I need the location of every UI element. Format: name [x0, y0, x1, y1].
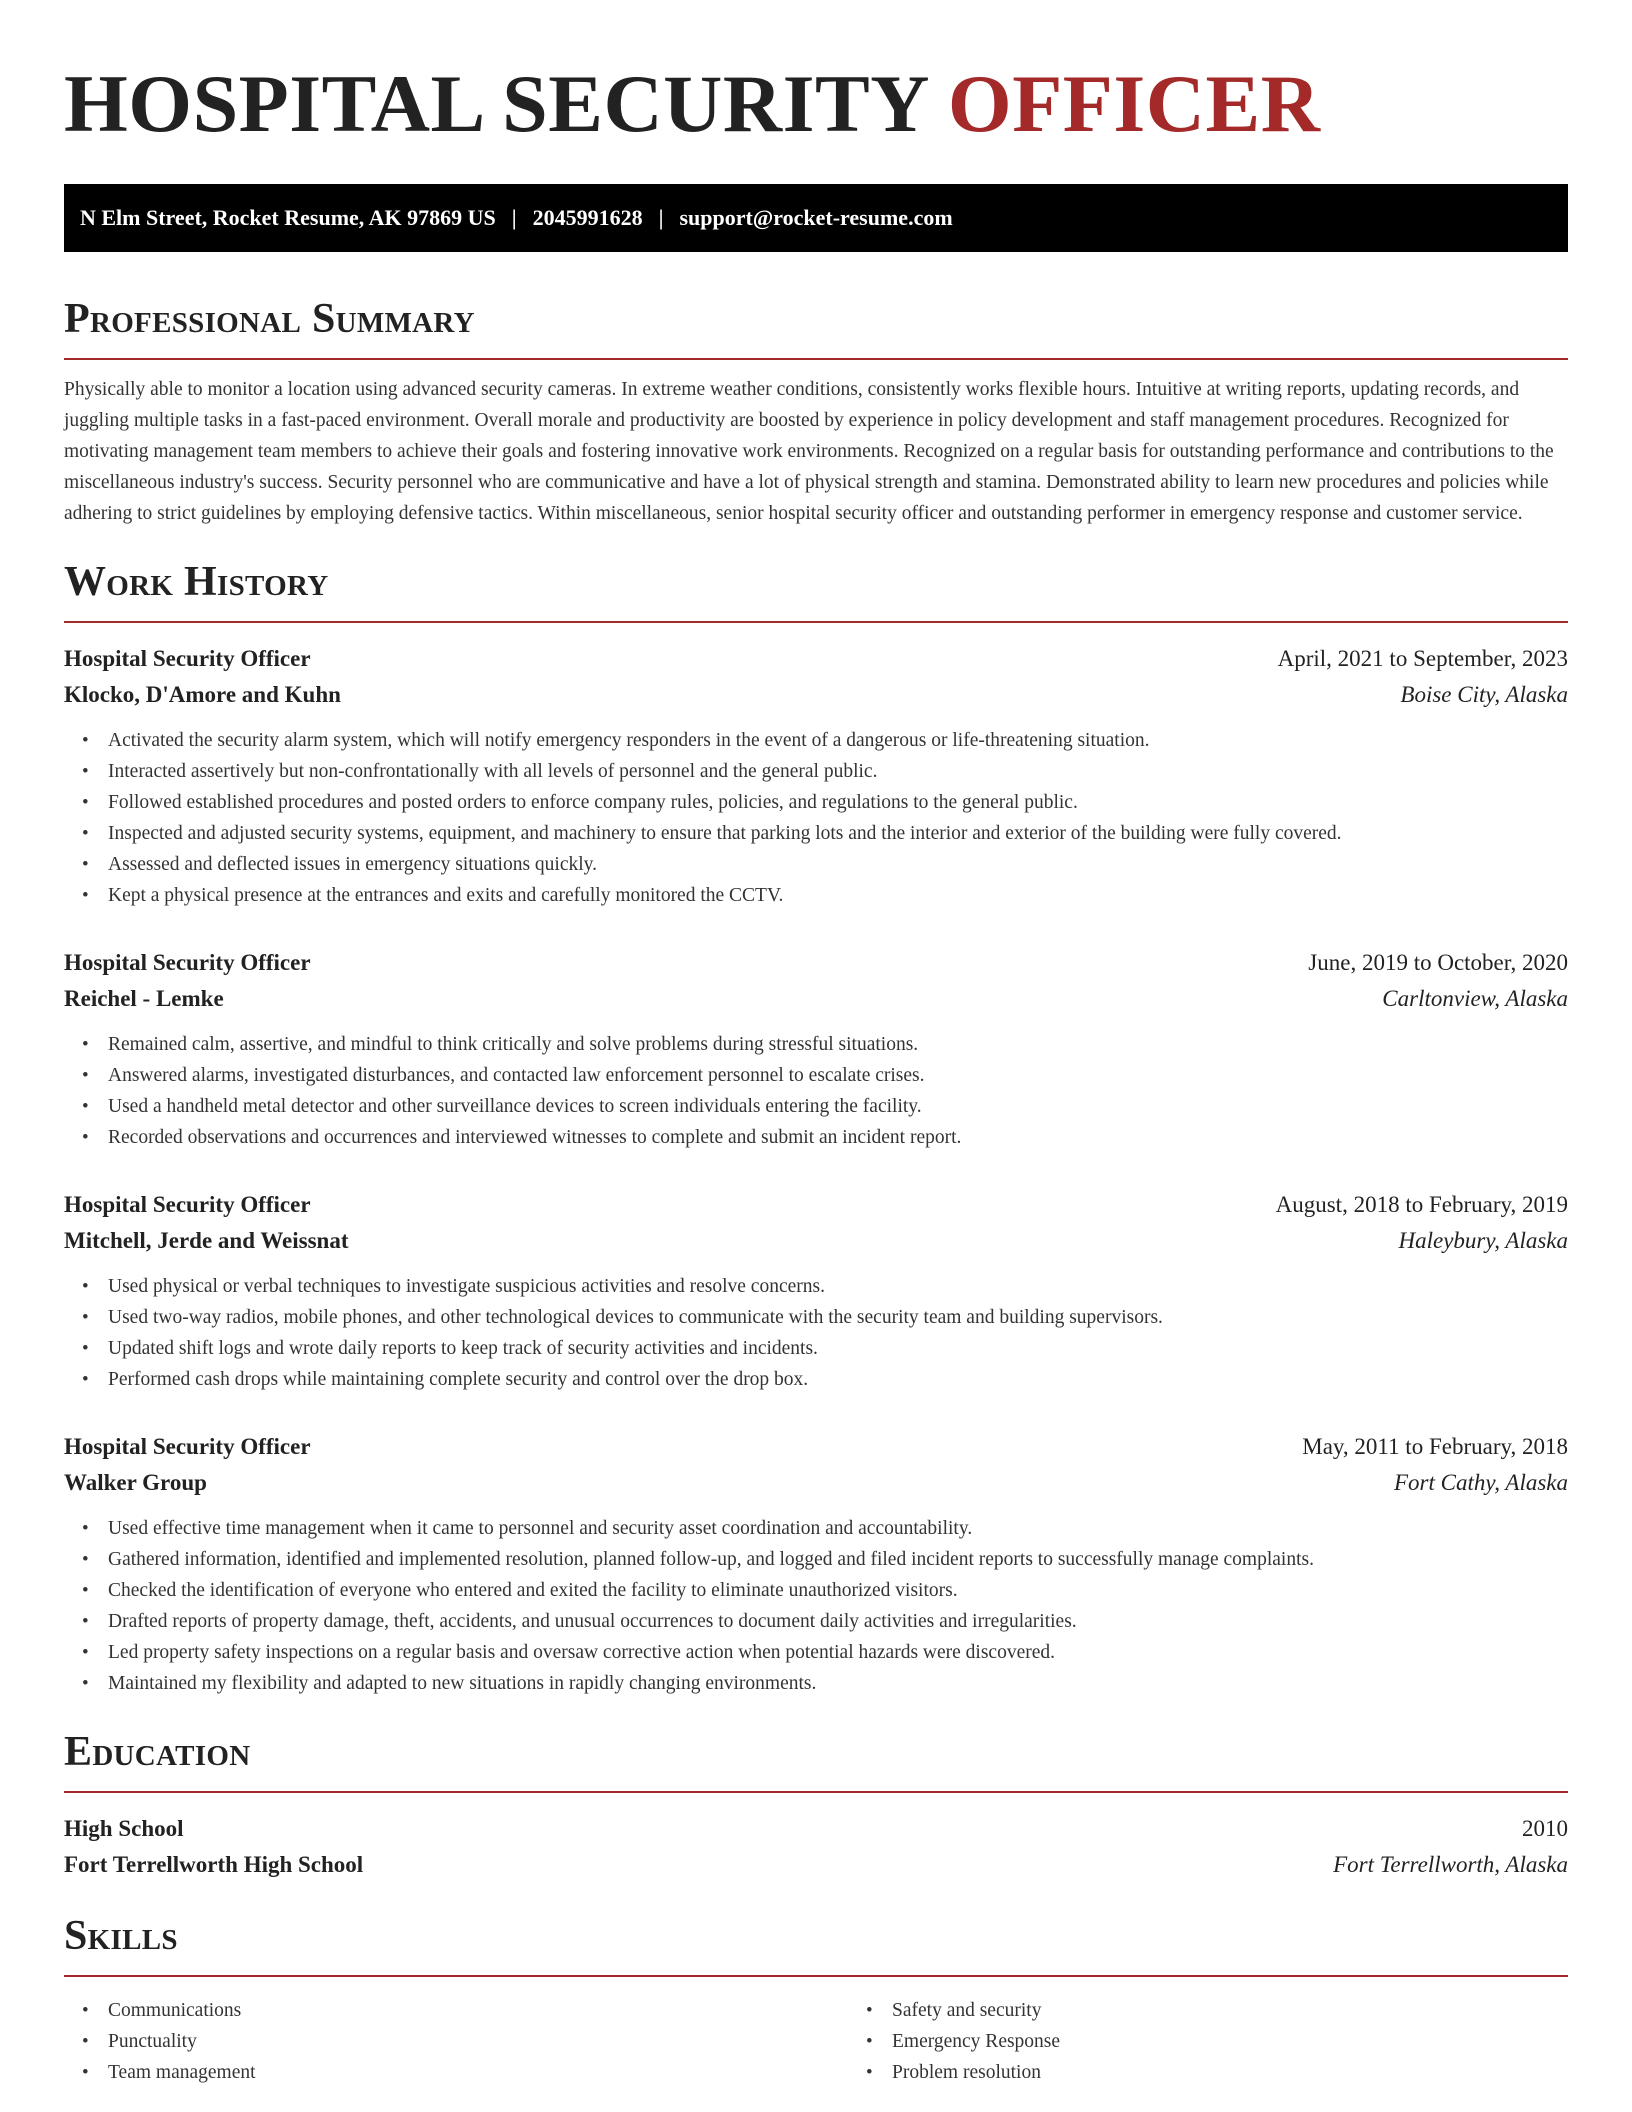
name-accent: OFFICER	[947, 58, 1321, 149]
bullet-icon: •	[82, 885, 89, 906]
job-header	[64, 641, 1568, 677]
skill-item	[82, 2057, 848, 2088]
bullet-item	[82, 1302, 1568, 1333]
section-divider	[64, 1791, 1568, 1793]
bullet-icon: •	[82, 1338, 89, 1359]
bullet-text: Inspected and adjusted security systems, equipment, and machinery to ensure that parking lots and the interior and exterior of the building were fully covered.	[108, 823, 1342, 844]
job-bullets	[64, 1513, 1568, 1699]
contact-separator: |	[658, 205, 664, 230]
bullet-item	[82, 1122, 1568, 1153]
bullet-icon: •	[82, 1518, 89, 1539]
bullet-text: Drafted reports of property damage, theft, accidents, and unusual occurrences to document daily activities and irregularities.	[108, 1611, 1077, 1632]
bullet-text: Answered alarms, investigated disturbances, and contacted law enforcement personnel to escalate crises.	[108, 1065, 925, 1086]
bullet-text: Led property safety inspections on a regular basis and oversaw corrective action when potential hazards were discovered.	[108, 1642, 1056, 1663]
bullet-icon: •	[82, 1065, 89, 1086]
job-header	[64, 1429, 1568, 1465]
job-subheader	[64, 677, 1568, 713]
bullet-item	[82, 1271, 1568, 1302]
bullet-text: Followed established procedures and posted orders to enforce company rules, policies, and regulations to the general public.	[108, 792, 1078, 813]
job-entry	[64, 641, 1568, 911]
bullet-item	[82, 849, 1568, 880]
summary-text: Physically able to monitor a location using advanced security cameras. In extreme weather conditions, consistently works flexible hours. Intuitive at writing reports, updating records, and juggling multiple tasks in a fast-paced environment. Overall morale and productivity are boosted by experience in policy development and staff management procedures. Recognized for motivating management team members to achieve their goals and fostering innovative work environments. Recognized on a regular basis for outstanding performance and contributions to the miscellaneous industry's success. Security personnel who are communicative and have a lot of physical strength and stamina. Demonstrated ability to learn new procedures and policies while adhering to strict guidelines by employing defensive tactics. Within miscellaneous, senior hospital security officer and outstanding performer in emergency response and customer service.	[64, 379, 1554, 524]
bullet-text: Interacted assertively but non-confrontationally with all levels of personnel and the general public.	[108, 761, 878, 782]
bullet-item	[82, 1364, 1568, 1395]
job-location: Haleybury, Alaska	[1398, 1228, 1568, 1253]
skill-item	[866, 1995, 1632, 2026]
job-company: Walker Group	[64, 1470, 207, 1495]
job-entry	[64, 1187, 1568, 1395]
bullet-item	[82, 1544, 1568, 1575]
job-company: Klocko, D'Amore and Kuhn	[64, 682, 341, 707]
skill-text: Team management	[108, 2062, 256, 2083]
bullet-text: Updated shift logs and wrote daily reports to keep track of security activities and incidents.	[108, 1338, 818, 1359]
skill-text: Safety and security	[892, 2000, 1042, 2021]
bullet-item	[82, 1029, 1568, 1060]
job-subheader	[64, 981, 1568, 1017]
section-divider	[64, 1975, 1568, 1977]
bullet-text: Used physical or verbal techniques to investigate suspicious activities and resolve concerns.	[108, 1276, 825, 1297]
bullet-icon: •	[82, 761, 89, 782]
bullet-icon: •	[82, 2031, 89, 2052]
job-company: Reichel - Lemke	[64, 986, 224, 1011]
bullet-icon: •	[82, 1034, 89, 1055]
job-dates: May, 2011 to February, 2018	[1302, 1434, 1568, 1459]
bullet-item	[82, 1060, 1568, 1091]
job-dates: August, 2018 to February, 2019	[1275, 1192, 1568, 1217]
bullet-item	[82, 1637, 1568, 1668]
bullet-icon: •	[82, 1580, 89, 1601]
job-entry	[64, 945, 1568, 1153]
skills-list-left	[64, 1995, 848, 2088]
job-dates: April, 2021 to September, 2023	[1277, 646, 1568, 671]
bullet-text: Performed cash drops while maintaining complete security and control over the drop box.	[108, 1369, 809, 1390]
bullet-item	[82, 787, 1568, 818]
bullet-icon: •	[82, 2062, 89, 2083]
bullet-icon: •	[82, 1096, 89, 1117]
skill-item	[866, 2057, 1632, 2088]
bullet-text: Used effective time management when it came to personnel and security asset coordination and accountability.	[108, 1518, 973, 1539]
bullet-item	[82, 756, 1568, 787]
skills-list-right	[848, 1995, 1632, 2088]
job-dates: June, 2019 to October, 2020	[1308, 950, 1568, 975]
bullet-icon: •	[82, 1276, 89, 1297]
bullet-item	[82, 1091, 1568, 1122]
bullet-item	[82, 1333, 1568, 1364]
bullet-text: Used two-way radios, mobile phones, and other technological devices to communicate with the security team and building supervisors.	[108, 1307, 1163, 1328]
summary-section	[64, 294, 1568, 529]
education-degree: High School	[64, 1816, 184, 1841]
job-title: Hospital Security Officer	[64, 950, 311, 975]
section-title-summary: Professional Summary	[64, 296, 475, 342]
bullet-icon: •	[82, 1307, 89, 1328]
bullet-text: Checked the identification of everyone who entered and exited the facility to eliminate unauthorized visitors.	[108, 1580, 958, 1601]
bullet-text: Used a handheld metal detector and other surveillance devices to screen individuals entering the facility.	[108, 1096, 922, 1117]
job-header	[64, 1187, 1568, 1223]
bullet-text: Assessed and deflected issues in emergency situations quickly.	[108, 854, 598, 875]
education-location: Fort Terrellworth, Alaska	[1333, 1852, 1568, 1877]
job-title: Hospital Security Officer	[64, 646, 311, 671]
name-main: HOSPITAL SECURITY	[64, 58, 927, 149]
bullet-text: Gathered information, identified and implemented resolution, planned follow-up, and logged and filed incident reports to successfully manage complaints.	[108, 1549, 1314, 1570]
job-company: Mitchell, Jerde and Weissnat	[64, 1228, 349, 1253]
skill-text: Communications	[108, 2000, 242, 2021]
bullet-icon: •	[82, 730, 89, 751]
education-header	[64, 1811, 1568, 1847]
contact-phone: 2045991628	[532, 205, 643, 230]
contact-bar	[64, 184, 1568, 252]
skill-item	[82, 2026, 848, 2057]
job-subheader	[64, 1465, 1568, 1501]
skill-text: Emergency Response	[892, 2031, 1061, 2052]
bullet-icon: •	[82, 1127, 89, 1148]
bullet-item	[82, 880, 1568, 911]
bullet-icon: •	[866, 2062, 873, 2083]
skills-columns	[64, 1995, 1568, 2088]
bullet-icon: •	[866, 2000, 873, 2021]
bullet-text: Recorded observations and occurrences and interviewed witnesses to complete and submit an incident report.	[108, 1127, 962, 1148]
job-location: Fort Cathy, Alaska	[1394, 1470, 1568, 1495]
section-divider	[64, 621, 1568, 623]
bullet-icon: •	[82, 823, 89, 844]
job-header	[64, 945, 1568, 981]
education-year: 2010	[1522, 1816, 1568, 1841]
skill-item	[82, 1995, 848, 2026]
job-bullets	[64, 725, 1568, 911]
bullet-icon: •	[82, 1642, 89, 1663]
bullet-icon: •	[82, 854, 89, 875]
job-subheader	[64, 1223, 1568, 1259]
bullet-item	[82, 1575, 1568, 1606]
contact-email: support@rocket-resume.com	[679, 205, 953, 230]
section-title-skills: Skills	[64, 1913, 178, 1959]
section-divider	[64, 358, 1568, 360]
bullet-text: Kept a physical presence at the entrances and exits and carefully monitored the CCTV.	[108, 885, 784, 906]
work-history-section	[64, 557, 1568, 1699]
skills-section	[64, 1911, 1568, 2088]
bullet-icon: •	[82, 1673, 89, 1694]
contact-separator: |	[511, 205, 517, 230]
bullet-text: Maintained my flexibility and adapted to new situations in rapidly changing environments.	[108, 1673, 817, 1694]
bullet-item	[82, 1606, 1568, 1637]
bullet-icon: •	[866, 2031, 873, 2052]
education-entry	[64, 1811, 1568, 1883]
bullet-icon: •	[82, 792, 89, 813]
job-entry	[64, 1429, 1568, 1699]
skill-text: Punctuality	[108, 2031, 197, 2052]
bullet-item	[82, 818, 1568, 849]
job-title: Hospital Security Officer	[64, 1192, 311, 1217]
bullet-icon: •	[82, 2000, 89, 2021]
bullet-item	[82, 1513, 1568, 1544]
education-subheader	[64, 1847, 1568, 1883]
education-school: Fort Terrellworth High School	[64, 1852, 364, 1877]
contact-address: N Elm Street, Rocket Resume, AK 97869 US	[80, 205, 496, 230]
bullet-item	[82, 1668, 1568, 1699]
bullet-item	[82, 725, 1568, 756]
skill-item	[866, 2026, 1632, 2057]
job-bullets	[64, 1029, 1568, 1153]
education-section	[64, 1727, 1568, 1883]
resume-name	[64, 56, 1568, 152]
skill-text: Problem resolution	[892, 2062, 1041, 2083]
bullet-icon: •	[82, 1549, 89, 1570]
job-location: Boise City, Alaska	[1400, 682, 1568, 707]
section-title-work-history: Work History	[64, 559, 329, 605]
job-title: Hospital Security Officer	[64, 1434, 311, 1459]
section-title-education: Education	[64, 1729, 251, 1775]
bullet-text: Activated the security alarm system, which will notify emergency responders in the event of a dangerous or life-threatening situation.	[108, 730, 1150, 751]
bullet-icon: •	[82, 1611, 89, 1632]
bullet-text: Remained calm, assertive, and mindful to think critically and solve problems during stressful situations.	[108, 1034, 919, 1055]
job-location: Carltonview, Alaska	[1382, 986, 1568, 1011]
job-bullets	[64, 1271, 1568, 1395]
bullet-icon: •	[82, 1369, 89, 1390]
